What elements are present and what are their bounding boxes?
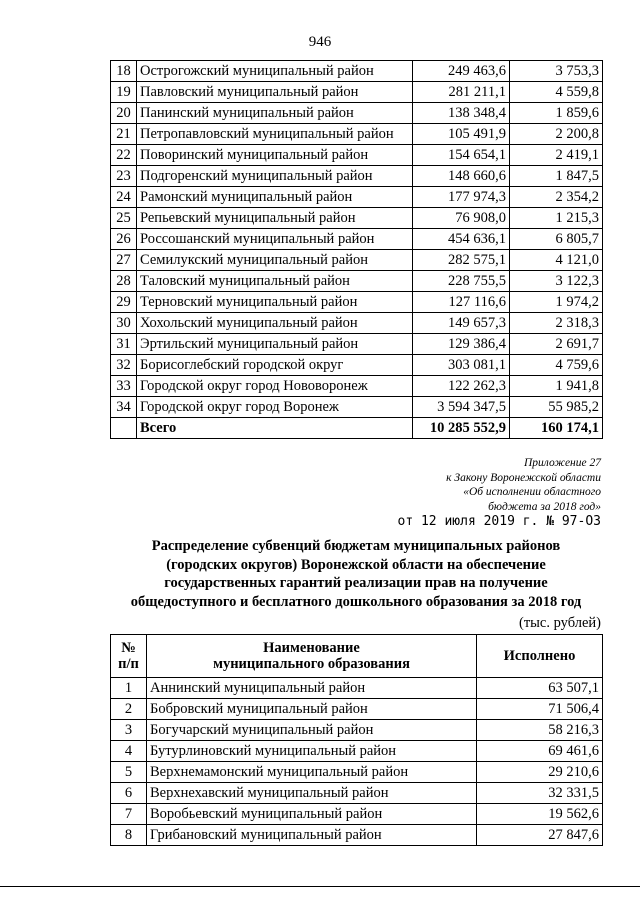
municipality-name: Городской округ город Воронеж [137,397,413,418]
municipality-name: Воробьевский муниципальный район [147,804,477,825]
executed-value: 71 506,4 [477,699,603,720]
executed-value: 29 210,6 [477,762,603,783]
municipality-name: Поворинский муниципальный район [137,145,413,166]
value-2: 3 753,3 [510,61,603,82]
row-number: 31 [111,334,137,355]
appendix-line: бюджета за 2018 год» [488,500,601,513]
decree-reference: от 12 июля 2019 г. № 97-ОЗ [397,514,601,529]
value-1: 249 463,6 [413,61,510,82]
title-line: государственных гарантий реализации прав на получение [164,575,548,591]
value-2: 1 974,2 [510,292,603,313]
row-number: 29 [111,292,137,313]
value-1: 127 116,6 [413,292,510,313]
row-number: 21 [111,124,137,145]
municipality-name: Борисоглебский городской округ [137,355,413,376]
header-number-line: № [121,640,136,656]
value-2: 3 122,3 [510,271,603,292]
header-value: Исполнено [477,635,603,678]
value-1: 3 594 347,5 [413,397,510,418]
row-number: 25 [111,208,137,229]
row-number: 28 [111,271,137,292]
table-row [111,103,603,124]
municipality-name: Терновский муниципальный район [137,292,413,313]
row-number: 30 [111,313,137,334]
municipality-name: Верхнехавский муниципальный район [147,783,477,804]
value-2: 1 847,5 [510,166,603,187]
municipality-name: Панинский муниципальный район [137,103,413,124]
value-2: 4 121,0 [510,250,603,271]
executed-value: 69 461,6 [477,741,603,762]
table-row [111,313,603,334]
value-2: 55 985,2 [510,397,603,418]
value-1: 177 974,3 [413,187,510,208]
municipality-name: Эртильский муниципальный район [137,334,413,355]
value-1: 282 575,1 [413,250,510,271]
bottom-rule [0,886,640,887]
municipality-name: Семилукский муниципальный район [137,250,413,271]
appendix-note [341,456,601,514]
row-number: 3 [111,720,147,741]
row-number: 2 [111,699,147,720]
value-2: 1 215,3 [510,208,603,229]
municipality-name: Городской округ город Нововоронеж [137,376,413,397]
municipality-name: Павловский муниципальный район [137,82,413,103]
municipality-name: Петропавловский муниципальный район [137,124,413,145]
table-row [111,124,603,145]
municipality-name: Грибановский муниципальный район [147,825,477,846]
value-2: 1 941,8 [510,376,603,397]
row-number: 34 [111,397,137,418]
table-row [111,292,603,313]
row-number: 24 [111,187,137,208]
table-row [111,166,603,187]
table-row [111,82,603,103]
table-row [111,804,603,825]
table-row [111,762,603,783]
table-row [111,825,603,846]
table-header-row [111,635,603,678]
value-1: 149 657,3 [413,313,510,334]
header-name-line: Наименование [263,640,360,656]
title-line: (городских округов) Воронежской области на обеспечение [166,556,546,573]
executed-value: 58 216,3 [477,720,603,741]
row-number: 4 [111,741,147,762]
table-row [111,376,603,397]
table-row [111,334,603,355]
row-number: 18 [111,61,137,82]
subvention-table [110,634,603,846]
table-row [111,61,603,82]
municipality-name: Острогожский муниципальный район [137,61,413,82]
value-2: 4 559,8 [510,82,603,103]
total-row [111,418,603,439]
municipality-name: Бутурлиновский муниципальный район [147,741,477,762]
value-2: 4 759,6 [510,355,603,376]
value-1: 76 908,0 [413,208,510,229]
total-label: Всего [137,418,413,439]
value-1: 129 386,4 [413,334,510,355]
value-1: 303 081,1 [413,355,510,376]
page-number: 946 [308,34,332,50]
table-row [111,741,603,762]
total-row-number [111,418,137,439]
value-1: 154 654,1 [413,145,510,166]
table-row [111,678,603,699]
value-2: 6 805,7 [510,229,603,250]
table-row [111,720,603,741]
table-row [111,208,603,229]
title-line: общедоступного и бесплатного дошкольного образования за 2018 год [130,593,582,610]
municipality-name: Рамонский муниципальный район [137,187,413,208]
total-value-1: 10 285 552,9 [413,418,510,439]
value-1: 281 211,1 [413,82,510,103]
appendix-line: «Об исполнении областного [463,486,601,498]
table-row [111,699,603,720]
municipality-name: Таловский муниципальный район [137,271,413,292]
appendix-line: Приложение 27 [523,457,601,469]
executed-value: 27 847,6 [477,825,603,846]
value-1: 454 636,1 [413,229,510,250]
title-line: Распределение субвенций бюджетам муниципальных районов [151,538,561,554]
value-2: 2 419,1 [510,145,603,166]
executed-value: 19 562,6 [477,804,603,825]
table-row [111,187,603,208]
header-name [147,635,477,678]
value-1: 105 491,9 [413,124,510,145]
document-title [110,537,602,611]
row-number: 8 [111,825,147,846]
table-row [111,397,603,418]
municipality-name: Богучарский муниципальный район [147,720,477,741]
header-number [111,635,147,678]
value-2: 2 318,3 [510,313,603,334]
value-1: 148 660,6 [413,166,510,187]
value-2: 2 200,8 [510,124,603,145]
budget-table-body [111,61,603,418]
table-row [111,229,603,250]
budget-table-continued [110,60,603,439]
row-number: 26 [111,229,137,250]
table-row [111,355,603,376]
row-number: 6 [111,783,147,804]
row-number: 1 [111,678,147,699]
header-name-line: муниципального образования [213,656,410,672]
value-1: 138 348,4 [413,103,510,124]
table-row [111,783,603,804]
municipality-name: Репьевский муниципальный район [137,208,413,229]
table-row [111,250,603,271]
value-2: 2 691,7 [510,334,603,355]
executed-value: 63 507,1 [477,678,603,699]
municipality-name: Верхнемамонский муниципальный район [147,762,477,783]
value-2: 1 859,6 [510,103,603,124]
total-value-2: 160 174,1 [510,418,603,439]
row-number: 19 [111,82,137,103]
municipality-name: Бобровский муниципальный район [147,699,477,720]
municipality-name: Хохольский муниципальный район [137,313,413,334]
row-number: 32 [111,355,137,376]
subvention-table-body [111,678,603,846]
value-1: 228 755,5 [413,271,510,292]
value-1: 122 262,3 [413,376,510,397]
row-number: 33 [111,376,137,397]
row-number: 23 [111,166,137,187]
units-label: (тыс. рублей) [519,615,601,631]
table-row [111,271,603,292]
row-number: 22 [111,145,137,166]
row-number: 5 [111,762,147,783]
row-number: 27 [111,250,137,271]
row-number: 20 [111,103,137,124]
table-row [111,145,603,166]
municipality-name: Россошанский муниципальный район [137,229,413,250]
row-number: 7 [111,804,147,825]
header-number-line: п/п [118,656,139,672]
executed-value: 32 331,5 [477,783,603,804]
municipality-name: Аннинский муниципальный район [147,678,477,699]
appendix-line: к Закону Воронежской области [446,471,601,484]
value-2: 2 354,2 [510,187,603,208]
municipality-name: Подгоренский муниципальный район [137,166,413,187]
